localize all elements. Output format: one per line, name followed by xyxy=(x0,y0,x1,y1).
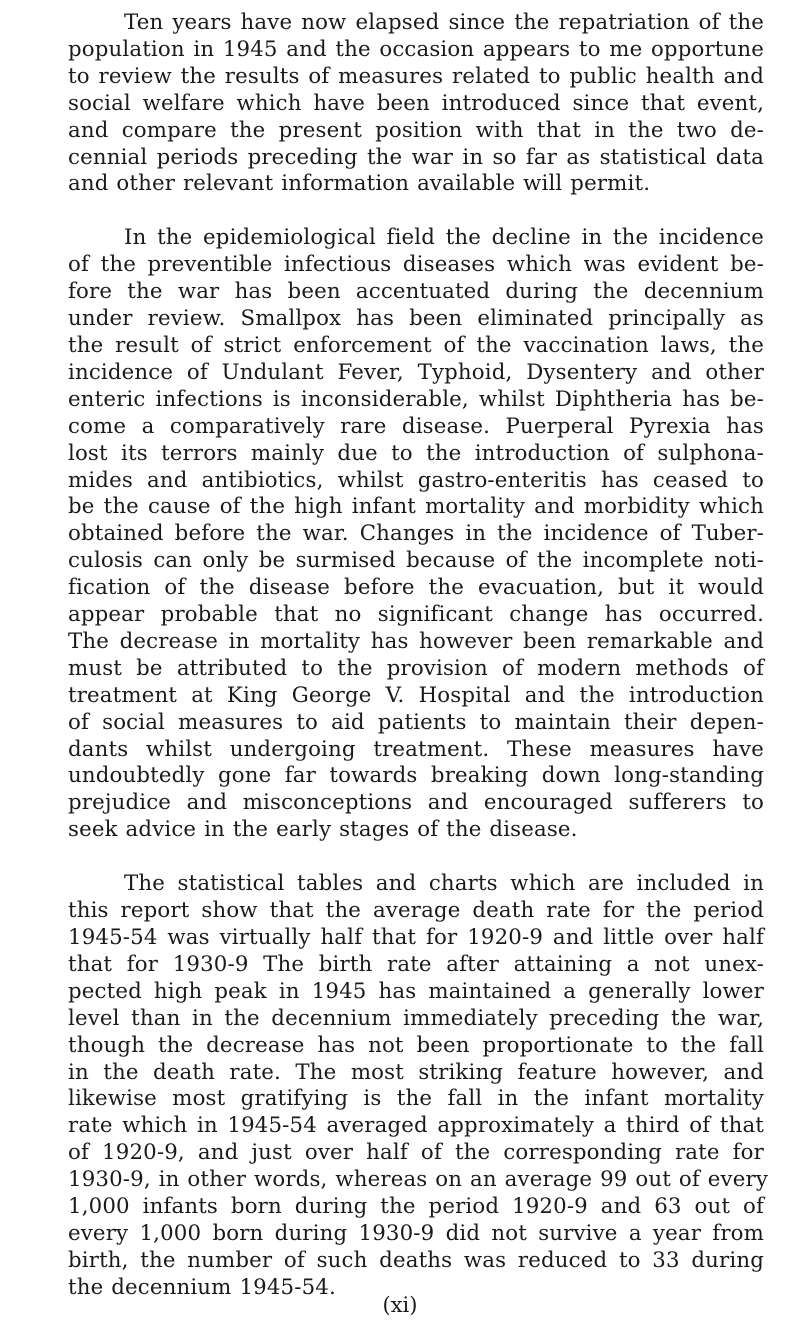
text-line: incidence of Undulant Fever, Typhoid, Dysentery and other xyxy=(68,359,764,385)
text-line: fore the war has been accentuated during the decennium xyxy=(68,279,764,305)
text-line: and other relevant information available will permit. xyxy=(68,171,651,197)
text-line: rate which in 1945-54 averaged approximately a third of that xyxy=(68,1113,764,1139)
text-line: of the preventible infectious diseases which was evident be- xyxy=(68,252,764,278)
text-line: treatment at King George V. Hospital and the introduction xyxy=(68,682,764,708)
text-line: The decrease in mortality has however been remarkable and xyxy=(68,628,764,654)
text-line: cennial periods preceding the war in so far as statistical data xyxy=(68,144,764,170)
paragraph-gap xyxy=(68,844,764,871)
text-line: that for 1930-9 The birth rate after attaining a not unex- xyxy=(68,951,764,977)
text-line: obtained before the war. Changes in the incidence of Tuber- xyxy=(68,521,764,547)
text-line: of social measures to aid patients to maintain their depen- xyxy=(68,709,764,735)
text-line: under review. Smallpox has been eliminated principally as xyxy=(68,306,764,332)
text-line: 1930-9, in other words, whereas on an average 99 out of every xyxy=(68,1167,769,1193)
document-page xyxy=(68,10,769,1302)
text-line: 1945-54 was virtually half that for 1920-9 and little over half xyxy=(68,925,764,950)
text-line: the result of strict enforcement of the vaccination laws, the xyxy=(68,332,764,358)
paragraph-gap xyxy=(68,198,764,225)
text-line: pected high peak in 1945 has maintained a generally lower xyxy=(68,978,764,1004)
text-line: in the death rate. The most striking feature however, and xyxy=(68,1059,764,1085)
text-line: this report show that the average death rate for the period xyxy=(68,898,764,924)
paragraph-repatriation xyxy=(68,10,764,198)
paragraph-epidemiology xyxy=(68,225,764,844)
text-line: lost its terrors mainly due to the introduction of sulphona- xyxy=(68,440,764,466)
text-line: appear probable that no significant change has occurred. xyxy=(68,602,764,628)
text-line: Ten years have now elapsed since the repatriation of the xyxy=(124,10,764,35)
text-line: mides and antibiotics, whilst gastro-enteritis has ceased to xyxy=(68,467,764,493)
text-line: social welfare which have been introduced since that event, xyxy=(68,90,764,116)
text-line: 1,000 infants born during the period 1920-9 and 63 out of xyxy=(68,1194,764,1220)
text-line: In the epidemiological field the decline in the incidence xyxy=(124,225,764,251)
text-line: come a comparatively rare disease. Puerperal Pyrexia has xyxy=(68,413,764,439)
text-line: seek advice in the early stages of the disease. xyxy=(68,817,578,843)
text-line: fication of the disease before the evacuation, but it would xyxy=(68,575,764,601)
text-line: prejudice and misconceptions and encouraged sufferers to xyxy=(68,790,764,816)
text-line: and compare the present position with that in the two de- xyxy=(68,117,764,143)
text-line: every 1,000 born during 1930-9 did not survive a year from xyxy=(68,1220,764,1246)
paragraph-statistics xyxy=(68,871,769,1302)
text-line: though the decrease has not been proportionate to the fall xyxy=(68,1032,764,1058)
text-line: to review the results of measures related to public health and xyxy=(68,63,764,89)
text-line: undoubtedly gone far towards breaking down long-standing xyxy=(68,763,764,789)
page-number: (xi) xyxy=(382,1293,418,1317)
text-line: The statistical tables and charts which are included in xyxy=(124,871,764,897)
text-line: must be attributed to the provision of modern methods of xyxy=(68,655,764,681)
text-line: culosis can only be surmised because of the incomplete noti- xyxy=(68,548,764,574)
text-line: dants whilst undergoing treatment. These measures have xyxy=(68,736,764,762)
text-line: be the cause of the high infant mortality and morbidity which xyxy=(68,494,764,520)
text-line: population in 1945 and the occasion appears to me opportune xyxy=(68,36,764,62)
text-line: the decennium 1945-54. xyxy=(68,1274,336,1300)
text-line: likewise most gratifying is the fall in the infant mortality xyxy=(68,1086,764,1112)
text-line: of 1920-9, and just over half of the corresponding rate for xyxy=(68,1140,764,1166)
text-line: level than in the decennium immediately preceding the war, xyxy=(68,1005,764,1031)
text-line: enteric infections is inconsiderable, whilst Diphtheria has be- xyxy=(68,386,764,412)
text-line: birth, the number of such deaths was reduced to 33 during xyxy=(68,1247,764,1273)
